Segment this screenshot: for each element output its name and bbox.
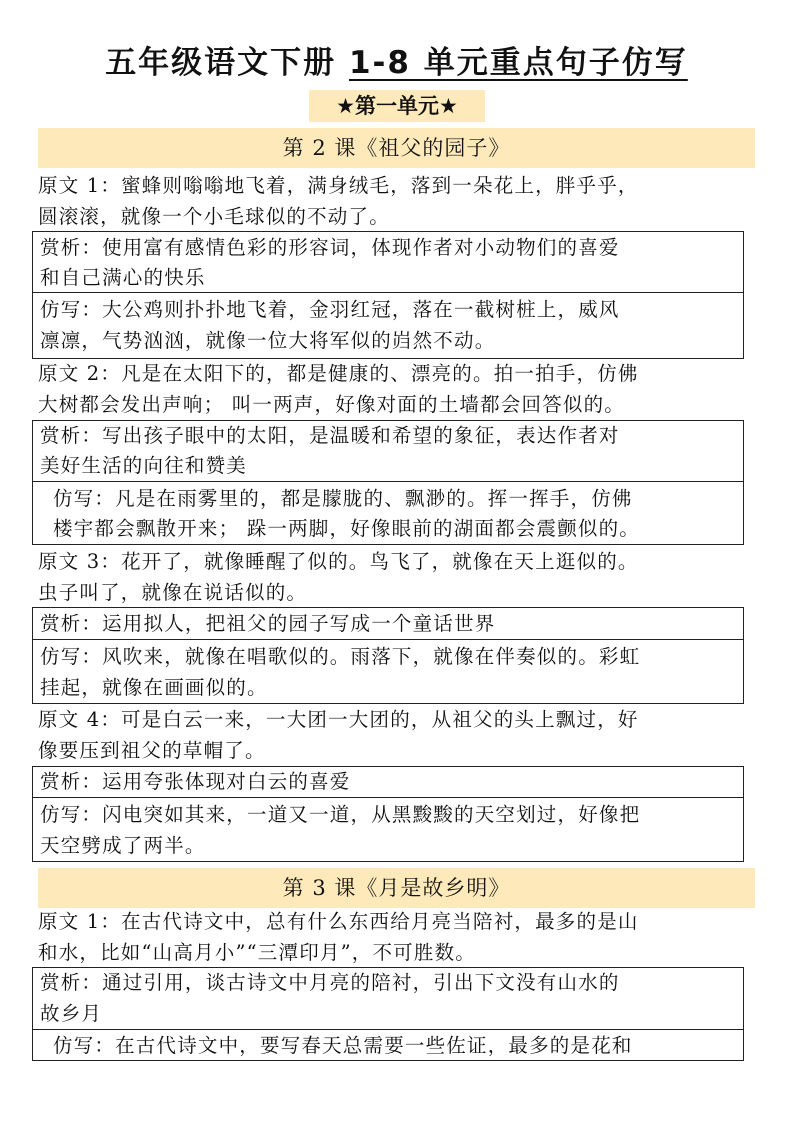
unit-heading: ★第一单元★: [309, 90, 485, 122]
page-title: [0, 40, 793, 86]
original-text-line: 圆滚滚，就像一个小毛球似的不动了。: [38, 205, 390, 228]
analysis-line: 赏析：运用拟人，把祖父的园子写成一个童话世界: [40, 612, 496, 635]
imitation-line: 挂起，就像在画画似的。: [40, 676, 268, 699]
box-divider: [32, 797, 744, 798]
original-text-line: 原文 2：凡是在太阳下的，都是健康的、漂亮的。拍一拍手，仿佛: [38, 362, 639, 385]
imitation-line: 仿写：风吹来，就像在唱歌似的。雨落下，就像在伴奏似的。彩虹: [40, 645, 641, 668]
imitation-line: 仿写：闪电突如其来，一道又一道，从黑黢黢的天空划过，好像把: [40, 803, 641, 826]
original-text-line: 原文 1：蜜蜂则嗡嗡地飞着，满身绒毛，落到一朵花上，胖乎乎，: [38, 174, 639, 197]
box-divider: [32, 481, 744, 482]
imitation-line: 仿写：凡是在雨雾里的，都是朦胧的、飘渺的。挥一挥手，仿佛: [53, 487, 633, 510]
title-underlined: 1-8 单元重点句子仿写: [348, 45, 688, 81]
original-text-line: 原文 1：在古代诗文中，总有什么东西给月亮当陪衬，最多的是山: [38, 910, 639, 933]
analysis-line: 赏析：运用夸张体现对白云的喜爱: [40, 770, 351, 793]
analysis-line: 故乡月: [40, 1002, 103, 1025]
analysis-line: 赏析：使用富有感情色彩的形容词，体现作者对小动物们的喜爱: [40, 236, 620, 259]
original-text-line: 像要压到祖父的草帽了。: [38, 739, 266, 762]
original-text-line: 大树都会发出声响； 叫一两声，好像对面的土墙都会回答似的。: [38, 393, 625, 416]
imitation-line: 仿写：在古代诗文中，要写春天总需要一些佐证，最多的是花和: [53, 1034, 633, 1057]
original-text-line: 虫子叫了，就像在说话似的。: [38, 581, 308, 604]
imitation-line: 楼宇都会飘散开来； 跺一两脚，好像眼前的湖面都会震颤似的。: [53, 517, 640, 540]
analysis-line: 赏析：通过引用，谈古诗文中月亮的陪衬，引出下文没有山水的: [40, 971, 620, 994]
imitation-line: 仿写：大公鸡则扑扑地飞着，金羽红冠，落在一截树桩上，威风: [40, 298, 620, 321]
imitation-line: 天空劈成了两半。: [40, 834, 206, 857]
original-text-line: 和水，比如“山高月小”“三潭印月”，不可胜数。: [38, 941, 476, 964]
analysis-line: 和自己满心的快乐: [40, 266, 206, 289]
lesson-heading: 第 3 课《月是故乡明》: [38, 868, 755, 908]
original-text-line: 原文 4：可是白云一来，一大团一大团的，从祖父的头上飘过，好: [38, 708, 639, 731]
box-divider: [32, 639, 744, 640]
imitation-line: 凛凛，气势汹汹，就像一位大将军似的岿然不动。: [40, 329, 496, 352]
lesson-heading: 第 2 课《祖父的园子》: [38, 128, 755, 168]
analysis-line: 赏析：写出孩子眼中的太阳，是温暖和希望的象征，表达作者对: [40, 424, 620, 447]
original-text-line: 原文 3：花开了，就像睡醒了似的。鸟飞了，就像在天上逛似的。: [38, 550, 639, 573]
title-prefix: 五年级语文下册: [105, 45, 349, 81]
analysis-line: 美好生活的向往和赞美: [40, 454, 248, 477]
